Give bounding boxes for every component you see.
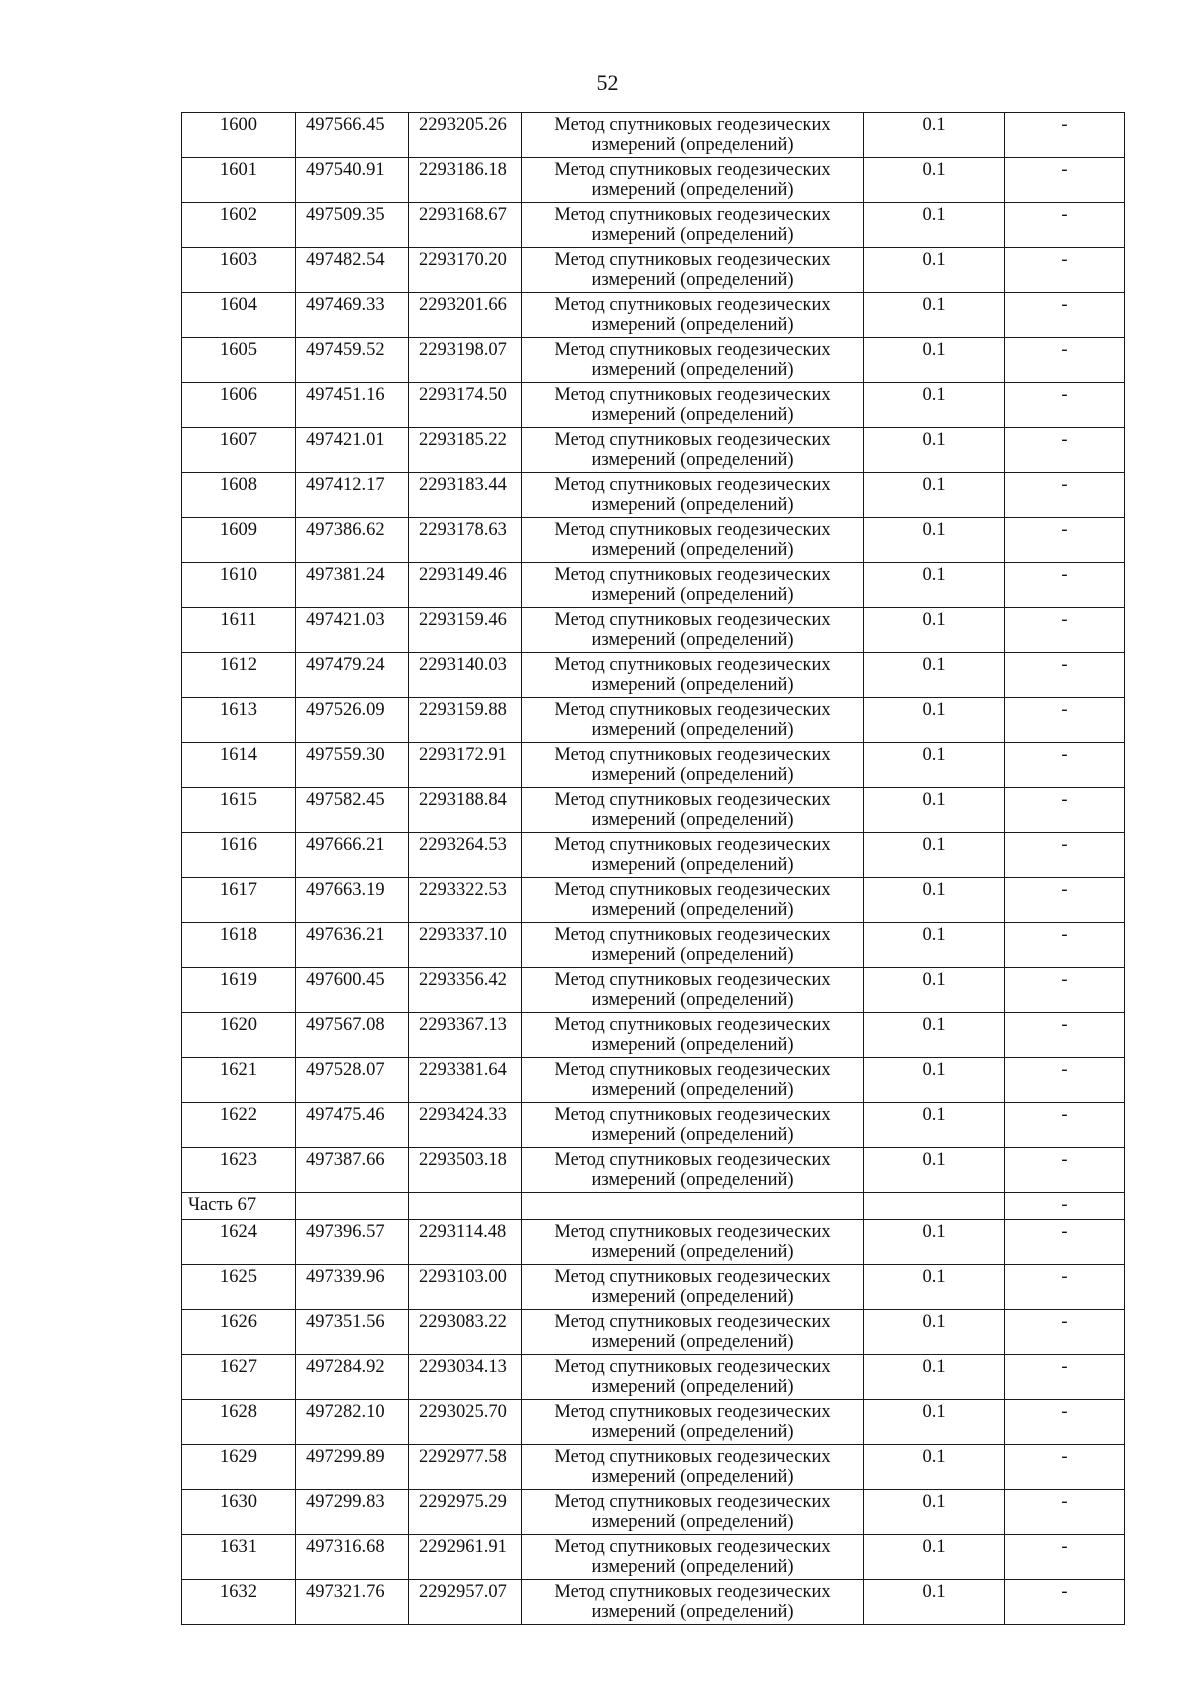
note-cell: -: [1005, 653, 1125, 698]
accuracy-cell: 0.1: [864, 878, 1005, 923]
accuracy-cell: 0.1: [864, 1103, 1005, 1148]
y-coordinate-cell: 2293034.13: [409, 1355, 522, 1400]
point-number-cell: 1632: [182, 1580, 296, 1625]
method-cell: Метод спутниковых геодезических измерений (определений): [522, 473, 864, 518]
note-cell: -: [1005, 158, 1125, 203]
note-cell: -: [1005, 968, 1125, 1013]
accuracy-cell: 0.1: [864, 833, 1005, 878]
accuracy-cell: 0.1: [864, 1220, 1005, 1265]
x-coordinate-cell: 497421.01: [296, 428, 409, 473]
point-number-cell: 1622: [182, 1103, 296, 1148]
point-number-cell: 1617: [182, 878, 296, 923]
note-cell: -: [1005, 788, 1125, 833]
note-cell: -: [1005, 428, 1125, 473]
accuracy-cell: 0.1: [864, 743, 1005, 788]
note-cell: -: [1005, 1148, 1125, 1193]
y-coordinate-cell: 2293103.00: [409, 1265, 522, 1310]
point-number-cell: 1611: [182, 608, 296, 653]
method-cell: Метод спутниковых геодезических измерений (определений): [522, 743, 864, 788]
table-row: [182, 248, 1125, 293]
method-cell: Метод спутниковых геодезических измерений (определений): [522, 1400, 864, 1445]
method-cell: Метод спутниковых геодезических измерений (определений): [522, 1445, 864, 1490]
point-number-cell: 1621: [182, 1058, 296, 1103]
note-cell: -: [1005, 1193, 1125, 1220]
accuracy-cell: 0.1: [864, 428, 1005, 473]
method-cell: Метод спутниковых геодезических измерений (определений): [522, 1310, 864, 1355]
x-coordinate-cell: 497339.96: [296, 1265, 409, 1310]
y-coordinate-cell: 2293367.13: [409, 1013, 522, 1058]
note-cell: -: [1005, 1580, 1125, 1625]
accuracy-cell: 0.1: [864, 788, 1005, 833]
method-cell: Метод спутниковых геодезических измерений (определений): [522, 878, 864, 923]
table-row: [182, 788, 1125, 833]
method-cell: Метод спутниковых геодезических измерений (определений): [522, 113, 864, 158]
method-cell: Метод спутниковых геодезических измерений (определений): [522, 1103, 864, 1148]
x-coordinate-cell: 497479.24: [296, 653, 409, 698]
point-number-cell: 1626: [182, 1310, 296, 1355]
point-number-cell: 1618: [182, 923, 296, 968]
note-cell: -: [1005, 1400, 1125, 1445]
table-row: [182, 1220, 1125, 1265]
y-coordinate-cell: 2292961.91: [409, 1535, 522, 1580]
table-row: [182, 1445, 1125, 1490]
point-number-cell: 1625: [182, 1265, 296, 1310]
x-coordinate-cell: 497582.45: [296, 788, 409, 833]
y-coordinate-cell: 2293025.70: [409, 1400, 522, 1445]
point-number-cell: 1615: [182, 788, 296, 833]
table-row: [182, 1580, 1125, 1625]
point-number-cell: 1627: [182, 1355, 296, 1400]
y-coordinate-cell: 2293170.20: [409, 248, 522, 293]
y-coordinate-cell: 2293168.67: [409, 203, 522, 248]
y-coordinate-cell: 2293424.33: [409, 1103, 522, 1148]
table-row: [182, 833, 1125, 878]
x-coordinate-cell: 497299.83: [296, 1490, 409, 1535]
x-coordinate-cell: 497666.21: [296, 833, 409, 878]
accuracy-cell: 0.1: [864, 1490, 1005, 1535]
table-row: [182, 608, 1125, 653]
x-coordinate-cell: 497600.45: [296, 968, 409, 1013]
y-coordinate-cell: 2293337.10: [409, 923, 522, 968]
coordinates-table-body: [182, 113, 1125, 1625]
x-coordinate-cell: 497509.35: [296, 203, 409, 248]
accuracy-cell: 0.1: [864, 968, 1005, 1013]
x-coordinate-cell: 497299.89: [296, 1445, 409, 1490]
x-coordinate-cell: 497475.46: [296, 1103, 409, 1148]
accuracy-cell: 0.1: [864, 338, 1005, 383]
table-row: [182, 113, 1125, 158]
table-row: [182, 338, 1125, 383]
empty-cell: [864, 1193, 1005, 1220]
y-coordinate-cell: 2293114.48: [409, 1220, 522, 1265]
y-coordinate-cell: 2293140.03: [409, 653, 522, 698]
table-row: [182, 1535, 1125, 1580]
accuracy-cell: 0.1: [864, 1058, 1005, 1103]
method-cell: Метод спутниковых геодезических измерений (определений): [522, 1013, 864, 1058]
note-cell: -: [1005, 1220, 1125, 1265]
point-number-cell: 1624: [182, 1220, 296, 1265]
accuracy-cell: 0.1: [864, 653, 1005, 698]
accuracy-cell: 0.1: [864, 203, 1005, 248]
accuracy-cell: 0.1: [864, 158, 1005, 203]
table-row: [182, 878, 1125, 923]
y-coordinate-cell: 2293183.44: [409, 473, 522, 518]
method-cell: Метод спутниковых геодезических измерений (определений): [522, 608, 864, 653]
note-cell: -: [1005, 1490, 1125, 1535]
table-row: [182, 158, 1125, 203]
method-cell: Метод спутниковых геодезических измерений (определений): [522, 293, 864, 338]
note-cell: -: [1005, 743, 1125, 788]
coordinates-table: [181, 112, 1125, 1625]
point-number-cell: 1616: [182, 833, 296, 878]
point-number-cell: 1604: [182, 293, 296, 338]
note-cell: -: [1005, 1265, 1125, 1310]
y-coordinate-cell: 2293201.66: [409, 293, 522, 338]
table-row: [182, 743, 1125, 788]
point-number-cell: 1628: [182, 1400, 296, 1445]
method-cell: Метод спутниковых геодезических измерений (определений): [522, 653, 864, 698]
x-coordinate-cell: 497282.10: [296, 1400, 409, 1445]
y-coordinate-cell: 2293174.50: [409, 383, 522, 428]
accuracy-cell: 0.1: [864, 383, 1005, 428]
table-row: [182, 923, 1125, 968]
y-coordinate-cell: 2293159.46: [409, 608, 522, 653]
point-number-cell: 1605: [182, 338, 296, 383]
note-cell: -: [1005, 1355, 1125, 1400]
accuracy-cell: 0.1: [864, 698, 1005, 743]
point-number-cell: 1601: [182, 158, 296, 203]
x-coordinate-cell: 497421.03: [296, 608, 409, 653]
x-coordinate-cell: 497459.52: [296, 338, 409, 383]
note-cell: -: [1005, 563, 1125, 608]
y-coordinate-cell: 2293264.53: [409, 833, 522, 878]
x-coordinate-cell: 497566.45: [296, 113, 409, 158]
method-cell: Метод спутниковых геодезических измерений (определений): [522, 1220, 864, 1265]
note-cell: -: [1005, 1013, 1125, 1058]
note-cell: -: [1005, 1058, 1125, 1103]
y-coordinate-cell: 2293322.53: [409, 878, 522, 923]
method-cell: Метод спутниковых геодезических измерений (определений): [522, 788, 864, 833]
table-row: [182, 518, 1125, 563]
note-cell: -: [1005, 518, 1125, 563]
method-cell: Метод спутниковых геодезических измерений (определений): [522, 968, 864, 1013]
accuracy-cell: 0.1: [864, 473, 1005, 518]
point-number-cell: 1607: [182, 428, 296, 473]
table-row: [182, 203, 1125, 248]
x-coordinate-cell: 497321.76: [296, 1580, 409, 1625]
y-coordinate-cell: 2293356.42: [409, 968, 522, 1013]
point-number-cell: 1610: [182, 563, 296, 608]
point-number-cell: 1623: [182, 1148, 296, 1193]
table-row: [182, 1310, 1125, 1355]
y-coordinate-cell: 2292975.29: [409, 1490, 522, 1535]
table-row: [182, 1058, 1125, 1103]
table-row: [182, 1490, 1125, 1535]
x-coordinate-cell: 497386.62: [296, 518, 409, 563]
method-cell: Метод спутниковых геодезических измерений (определений): [522, 923, 864, 968]
point-number-cell: 1629: [182, 1445, 296, 1490]
method-cell: Метод спутниковых геодезических измерений (определений): [522, 428, 864, 473]
x-coordinate-cell: 497284.92: [296, 1355, 409, 1400]
point-number-cell: 1612: [182, 653, 296, 698]
y-coordinate-cell: 2293188.84: [409, 788, 522, 833]
note-cell: -: [1005, 1535, 1125, 1580]
accuracy-cell: 0.1: [864, 518, 1005, 563]
method-cell: Метод спутниковых геодезических измерений (определений): [522, 248, 864, 293]
y-coordinate-cell: 2292977.58: [409, 1445, 522, 1490]
table-row: [182, 1355, 1125, 1400]
note-cell: -: [1005, 383, 1125, 428]
method-cell: Метод спутниковых геодезических измерений (определений): [522, 833, 864, 878]
x-coordinate-cell: 497412.17: [296, 473, 409, 518]
point-number-cell: 1603: [182, 248, 296, 293]
accuracy-cell: 0.1: [864, 1580, 1005, 1625]
x-coordinate-cell: 497396.57: [296, 1220, 409, 1265]
method-cell: Метод спутниковых геодезических измерений (определений): [522, 383, 864, 428]
table-row: [182, 293, 1125, 338]
y-coordinate-cell: 2292957.07: [409, 1580, 522, 1625]
note-cell: -: [1005, 113, 1125, 158]
note-cell: -: [1005, 1310, 1125, 1355]
empty-cell: [522, 1193, 864, 1220]
table-row: [182, 1148, 1125, 1193]
x-coordinate-cell: 497469.33: [296, 293, 409, 338]
empty-cell: [296, 1193, 409, 1220]
table-row: [182, 428, 1125, 473]
method-cell: Метод спутниковых геодезических измерений (определений): [522, 1535, 864, 1580]
method-cell: Метод спутниковых геодезических измерений (определений): [522, 1355, 864, 1400]
table-row: [182, 473, 1125, 518]
method-cell: Метод спутниковых геодезических измерений (определений): [522, 203, 864, 248]
x-coordinate-cell: 497528.07: [296, 1058, 409, 1103]
method-cell: Метод спутниковых геодезических измерений (определений): [522, 158, 864, 203]
note-cell: -: [1005, 833, 1125, 878]
x-coordinate-cell: 497451.16: [296, 383, 409, 428]
y-coordinate-cell: 2293149.46: [409, 563, 522, 608]
note-cell: -: [1005, 473, 1125, 518]
point-number-cell: 1606: [182, 383, 296, 428]
method-cell: Метод спутниковых геодезических измерений (определений): [522, 563, 864, 608]
x-coordinate-cell: 497482.54: [296, 248, 409, 293]
x-coordinate-cell: 497387.66: [296, 1148, 409, 1193]
accuracy-cell: 0.1: [864, 1148, 1005, 1193]
y-coordinate-cell: 2293083.22: [409, 1310, 522, 1355]
empty-cell: [409, 1193, 522, 1220]
table-row: [182, 1400, 1125, 1445]
x-coordinate-cell: 497351.56: [296, 1310, 409, 1355]
method-cell: Метод спутниковых геодезических измерений (определений): [522, 1580, 864, 1625]
point-number-cell: 1620: [182, 1013, 296, 1058]
method-cell: Метод спутниковых геодезических измерений (определений): [522, 1490, 864, 1535]
note-cell: -: [1005, 1103, 1125, 1148]
page-number: 52: [596, 70, 619, 95]
y-coordinate-cell: 2293178.63: [409, 518, 522, 563]
accuracy-cell: 0.1: [864, 563, 1005, 608]
x-coordinate-cell: 497381.24: [296, 563, 409, 608]
accuracy-cell: 0.1: [864, 1535, 1005, 1580]
x-coordinate-cell: 497663.19: [296, 878, 409, 923]
table-row: [182, 698, 1125, 743]
table-row: [182, 563, 1125, 608]
accuracy-cell: 0.1: [864, 293, 1005, 338]
x-coordinate-cell: 497526.09: [296, 698, 409, 743]
note-cell: -: [1005, 608, 1125, 653]
note-cell: -: [1005, 1445, 1125, 1490]
method-cell: Метод спутниковых геодезических измерений (определений): [522, 1058, 864, 1103]
y-coordinate-cell: 2293205.26: [409, 113, 522, 158]
accuracy-cell: 0.1: [864, 608, 1005, 653]
accuracy-cell: 0.1: [864, 1310, 1005, 1355]
point-number-cell: 1630: [182, 1490, 296, 1535]
point-number-cell: 1631: [182, 1535, 296, 1580]
accuracy-cell: 0.1: [864, 1265, 1005, 1310]
y-coordinate-cell: 2293159.88: [409, 698, 522, 743]
accuracy-cell: 0.1: [864, 923, 1005, 968]
accuracy-cell: 0.1: [864, 1400, 1005, 1445]
point-number-cell: 1619: [182, 968, 296, 1013]
method-cell: Метод спутниковых геодезических измерений (определений): [522, 1148, 864, 1193]
point-number-cell: 1608: [182, 473, 296, 518]
table-row: [182, 653, 1125, 698]
x-coordinate-cell: 497567.08: [296, 1013, 409, 1058]
y-coordinate-cell: 2293381.64: [409, 1058, 522, 1103]
note-cell: -: [1005, 338, 1125, 383]
y-coordinate-cell: 2293198.07: [409, 338, 522, 383]
note-cell: -: [1005, 878, 1125, 923]
table-row: [182, 1265, 1125, 1310]
accuracy-cell: 0.1: [864, 1445, 1005, 1490]
section-label: Часть 67: [182, 1193, 296, 1220]
method-cell: Метод спутниковых геодезических измерений (определений): [522, 698, 864, 743]
y-coordinate-cell: 2293185.22: [409, 428, 522, 473]
table-row: [182, 1103, 1125, 1148]
x-coordinate-cell: 497316.68: [296, 1535, 409, 1580]
point-number-cell: 1614: [182, 743, 296, 788]
accuracy-cell: 0.1: [864, 248, 1005, 293]
point-number-cell: 1600: [182, 113, 296, 158]
accuracy-cell: 0.1: [864, 113, 1005, 158]
note-cell: -: [1005, 248, 1125, 293]
y-coordinate-cell: 2293503.18: [409, 1148, 522, 1193]
accuracy-cell: 0.1: [864, 1355, 1005, 1400]
note-cell: -: [1005, 698, 1125, 743]
table-row: [182, 968, 1125, 1013]
point-number-cell: 1613: [182, 698, 296, 743]
x-coordinate-cell: 497540.91: [296, 158, 409, 203]
x-coordinate-cell: 497636.21: [296, 923, 409, 968]
note-cell: -: [1005, 293, 1125, 338]
point-number-cell: 1609: [182, 518, 296, 563]
x-coordinate-cell: 497559.30: [296, 743, 409, 788]
note-cell: -: [1005, 203, 1125, 248]
y-coordinate-cell: 2293172.91: [409, 743, 522, 788]
y-coordinate-cell: 2293186.18: [409, 158, 522, 203]
method-cell: Метод спутниковых геодезических измерений (определений): [522, 518, 864, 563]
point-number-cell: 1602: [182, 203, 296, 248]
section-header-row: [182, 1193, 1125, 1220]
table-row: [182, 383, 1125, 428]
note-cell: -: [1005, 923, 1125, 968]
method-cell: Метод спутниковых геодезических измерений (определений): [522, 338, 864, 383]
accuracy-cell: 0.1: [864, 1013, 1005, 1058]
method-cell: Метод спутниковых геодезических измерений (определений): [522, 1265, 864, 1310]
table-row: [182, 1013, 1125, 1058]
